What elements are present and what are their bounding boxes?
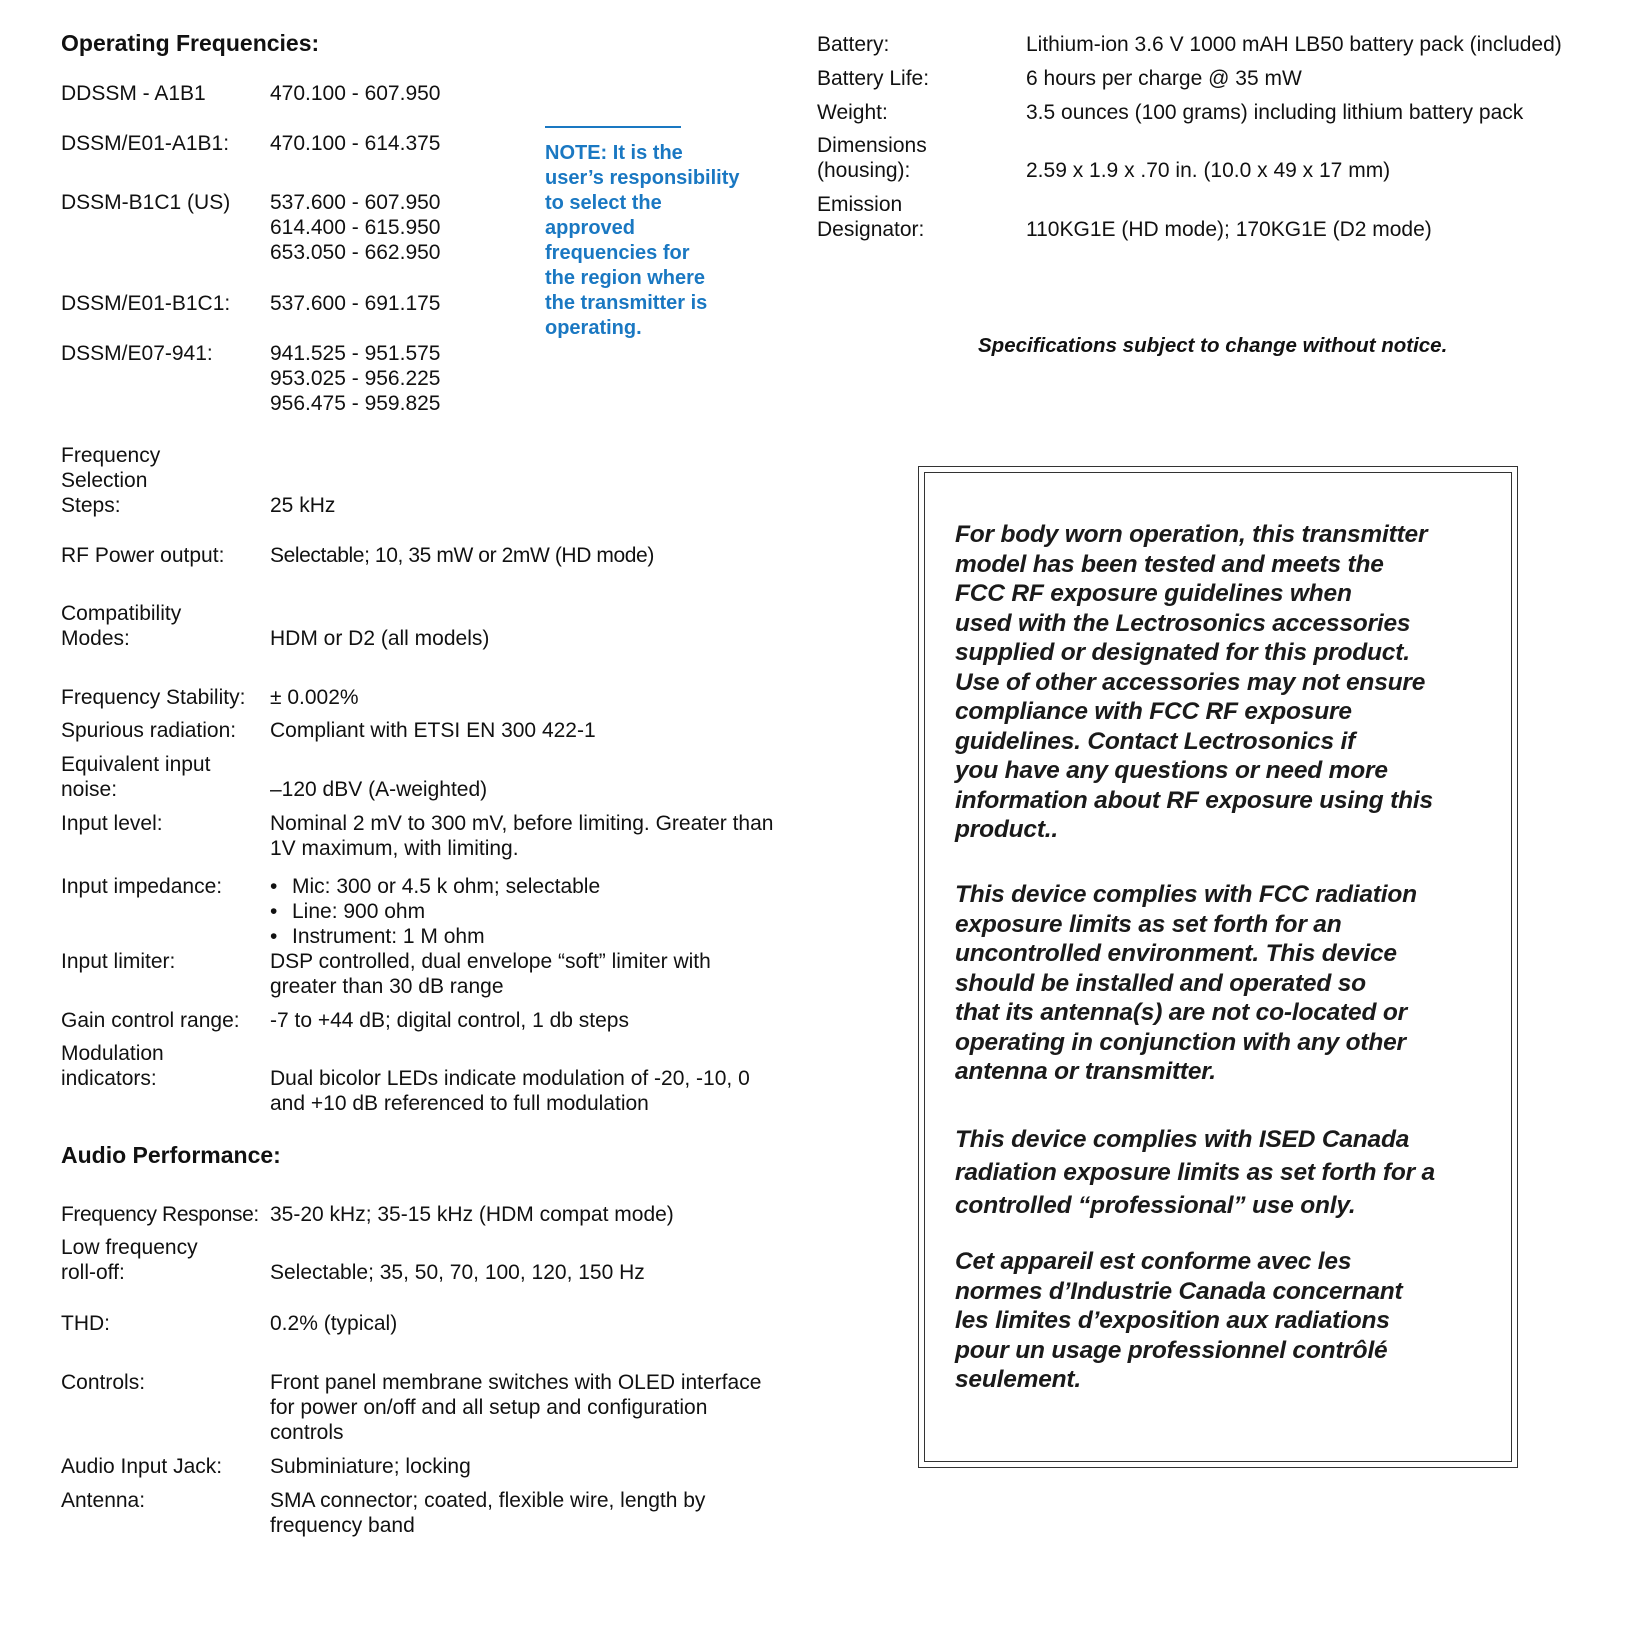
- spec-label: Frequency Stability:: [61, 686, 246, 709]
- spec-label: Dimensions: [817, 134, 927, 157]
- spec-value: –120 dBV (A-weighted): [270, 778, 488, 801]
- freq-model-label: DSSM/E01-B1C1:: [61, 292, 231, 315]
- spec-value: Dual bicolor LEDs indicate modulation of -20, -10, 0: [270, 1067, 750, 1090]
- spec-value: 25 kHz: [270, 494, 336, 517]
- spec-label: Equivalent input: [61, 753, 211, 776]
- note-line: NOTE: It is the: [545, 142, 683, 164]
- spec-label: Input level:: [61, 812, 163, 835]
- spec-label: Low frequency: [61, 1236, 198, 1259]
- note-line: the transmitter is: [545, 292, 708, 314]
- freq-range-value: 941.525 - 951.575: [270, 342, 441, 365]
- spec-value: greater than 30 dB range: [270, 975, 504, 998]
- spec-value: Lithium-ion 3.6 V 1000 mAH LB50 battery pack (included): [1026, 33, 1562, 56]
- spec-value: -7 to +44 dB; digital control, 1 db steps: [270, 1009, 629, 1032]
- impedance-bullet: • Line: 900 ohm: [270, 899, 425, 924]
- fcc-body-worn-paragraph: For body worn operation, this transmitter model has been tested and meets the FCC RF exposure guidelines when used with the Lectrosonics accessories supplied or designated for this product. Use of other accessories may not ensure compliance with FCC RF exposure guidelines. Contact Lectrosonics if you have any questions or need more information about RF exposure using this product..: [955, 521, 1433, 843]
- freq-range-value: 537.600 - 607.950: [270, 191, 441, 214]
- spec-label: indicators:: [61, 1067, 157, 1090]
- spec-value: ± 0.002%: [270, 686, 359, 709]
- spec-label: THD:: [61, 1312, 110, 1335]
- freq-range-value: 614.400 - 615.950: [270, 216, 441, 239]
- specifications-notice: Specifications subject to change without notice.: [978, 334, 1448, 357]
- freq-range-value: 956.475 - 959.825: [270, 392, 441, 415]
- spec-value: and +10 dB referenced to full modulation: [270, 1092, 649, 1115]
- spec-label: Modulation: [61, 1042, 164, 1065]
- audio-performance-heading: Audio Performance:: [61, 1142, 281, 1168]
- spec-label: Compatibility: [61, 602, 182, 625]
- spec-label: Weight:: [817, 101, 888, 124]
- spec-value: Front panel membrane switches with OLED interface: [270, 1371, 762, 1394]
- spec-label: Spurious radiation:: [61, 719, 237, 742]
- spec-value: SMA connector; coated, flexible wire, length by: [270, 1489, 706, 1512]
- freq-model-label: DSSM/E01-A1B1:: [61, 132, 230, 155]
- spec-label: Modes:: [61, 627, 130, 650]
- spec-label: Emission: [817, 193, 903, 216]
- spec-value: Subminiature; locking: [270, 1455, 471, 1478]
- spec-value: Compliant with ETSI EN 300 422-1: [270, 719, 596, 742]
- spec-label: noise:: [61, 778, 118, 801]
- spec-label: Frequency: [61, 444, 161, 467]
- spec-value: HDM or D2 (all models): [270, 627, 490, 650]
- spec-label: (housing):: [817, 159, 911, 182]
- freq-range-value: 953.025 - 956.225: [270, 367, 441, 390]
- spec-value: frequency band: [270, 1514, 415, 1537]
- freq-range-value: 470.100 - 614.375: [270, 132, 441, 155]
- freq-range-value: 653.050 - 662.950: [270, 241, 441, 264]
- spec-value: Selectable; 10, 35 mW or 2mW (HD mode): [270, 544, 654, 567]
- operating-frequencies-heading: Operating Frequencies:: [61, 30, 320, 56]
- spec-label: RF Power output:: [61, 544, 225, 567]
- freq-model-label: DDSSM - A1B1: [61, 82, 206, 105]
- freq-range-value: 537.600 - 691.175: [270, 292, 441, 315]
- spec-label: Selection: [61, 469, 148, 492]
- spec-label: Antenna:: [61, 1489, 146, 1512]
- note-line: operating.: [545, 317, 642, 339]
- impedance-bullet: • Instrument: 1 M ohm: [270, 924, 485, 949]
- spec-value: for power on/off and all setup and configuration: [270, 1396, 708, 1419]
- spec-label: Battery Life:: [817, 67, 930, 90]
- french-compliance-paragraph: Cet appareil est conforme avec les normes d’Industrie Canada concernant les limites d’exposition aux radiations pour un usage professionnel contrôlé seulement.: [955, 1248, 1403, 1393]
- spec-value: Selectable; 35, 50, 70, 100, 120, 150 Hz: [270, 1261, 645, 1284]
- freq-model-label: DSSM/E07-941:: [61, 342, 213, 365]
- note-divider: [545, 126, 681, 128]
- impedance-bullet: • Mic: 300 or 4.5 k ohm; selectable: [270, 874, 600, 899]
- spec-value: 3.5 ounces (100 grams) including lithium battery pack: [1026, 101, 1524, 124]
- spec-value: controls: [270, 1421, 344, 1444]
- spec-value: 35-20 kHz; 35-15 kHz (HDM compat mode): [270, 1203, 674, 1226]
- spec-label: roll-off:: [61, 1261, 125, 1284]
- spec-value: DSP controlled, dual envelope “soft” limiter with: [270, 950, 711, 973]
- spec-value: 6 hours per charge @ 35 mW: [1026, 67, 1302, 90]
- spec-label: Input limiter:: [61, 950, 176, 973]
- freq-model-label: DSSM-B1C1 (US): [61, 191, 231, 214]
- note-line: the region where: [545, 267, 706, 289]
- spec-value: 110KG1E (HD mode); 170KG1E (D2 mode): [1026, 218, 1432, 241]
- note-line: to select the: [545, 192, 662, 214]
- note-line: frequencies for: [545, 242, 690, 264]
- freq-range-value: 470.100 - 607.950: [270, 82, 441, 105]
- fcc-radiation-paragraph: This device complies with FCC radiation exposure limits as set forth for an uncontrolled environment. This device should be installed and operated so that its antenna(s) are not co-located or operating in conjunction with any other antenna or transmitter.: [955, 881, 1417, 1085]
- spec-value: 0.2% (typical): [270, 1312, 398, 1335]
- spec-label: Controls:: [61, 1371, 146, 1394]
- note-line: approved: [545, 217, 636, 239]
- ised-canada-paragraph: This device complies with ISED Canada radiation exposure limits as set forth for a controlled “professional” use only.: [955, 1126, 1435, 1219]
- spec-value: 1V maximum, with limiting.: [270, 837, 519, 860]
- spec-value: 2.59 x 1.9 x .70 in. (10.0 x 49 x 17 mm): [1026, 159, 1391, 182]
- spec-label: Designator:: [817, 218, 925, 241]
- spec-label: Input impedance:: [61, 875, 223, 898]
- spec-label: Audio Input Jack:: [61, 1455, 223, 1478]
- spec-label: Gain control range:: [61, 1009, 240, 1032]
- spec-label: Frequency Response:: [61, 1203, 259, 1226]
- spec-label: Battery:: [817, 33, 890, 56]
- spec-value: Nominal 2 mV to 300 mV, before limiting. Greater than: [270, 812, 774, 835]
- spec-label: Steps:: [61, 494, 121, 517]
- note-line: user’s responsibility: [545, 167, 740, 189]
